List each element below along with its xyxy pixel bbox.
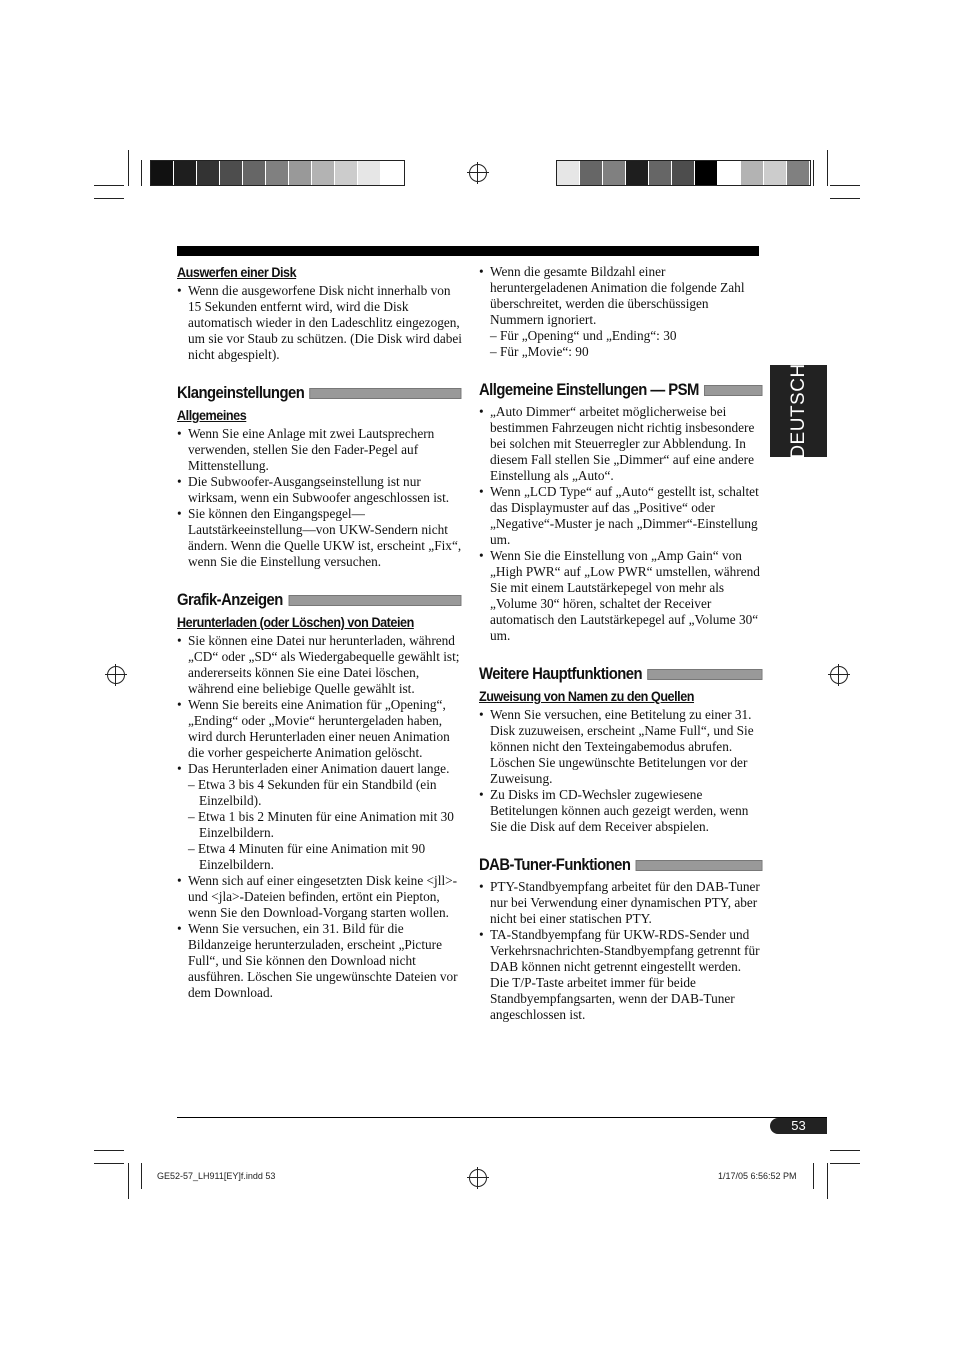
bullet-list (479, 707, 763, 835)
title-bar (288, 595, 462, 606)
color-swatch (741, 161, 764, 185)
list-item (177, 761, 462, 873)
crop-mark (813, 1163, 814, 1189)
registration-mark-icon (469, 1169, 487, 1187)
color-swatch (220, 161, 243, 185)
color-swatch (266, 161, 289, 185)
title-bar (647, 669, 762, 680)
color-swatch (381, 161, 404, 185)
color-swatch (289, 161, 312, 185)
bullet-list (479, 879, 763, 1023)
list-item: • Die Subwoofer-Ausgangseinstellung ist nur wirksam, wenn ein Subwoofer angeschlossen ist. (177, 474, 462, 506)
crop-mark (94, 185, 124, 186)
right-column (479, 264, 763, 1023)
page-number: 53 (770, 1118, 827, 1134)
bullet-list (177, 426, 462, 570)
color-calibration-bar-left (150, 160, 405, 186)
list-item: • Sie können den Eingangspegel—Lautstärkeeinstellung—von UKW-Sendern nicht ändern. Wenn die Quelle UKW ist, erscheint „Fix“, wenn Sie die Einstellung versuchen. (177, 506, 462, 570)
header-rule (177, 246, 759, 256)
color-swatch (151, 161, 174, 185)
section-title-text: Klangeinstellungen (177, 384, 305, 402)
list-item: • Wenn Sie bereits eine Animation für „Opening“, „Ending“ oder „Movie“ heruntergeladen haben, wird durch Herunterladen einer neuen Animation die vorher gespeicherte Animation gelöscht. (177, 697, 462, 761)
registration-mark-icon (107, 666, 125, 684)
crop-mark (94, 1150, 124, 1151)
color-swatch (197, 161, 220, 185)
title-bar (310, 388, 462, 399)
dash-item: – Für „Movie“: 90 (490, 344, 589, 359)
bullet-list (479, 404, 763, 644)
footer-date: 1/17/05 6:56:52 PM (718, 1171, 797, 1181)
section-title-text: DAB-Tuner-Funktionen (479, 856, 631, 874)
subheading-naming: Zuweisung von Namen zu den Quellen (479, 688, 695, 704)
section-title-text: Allgemeine Einstellungen — PSM (479, 381, 699, 399)
color-swatch (695, 161, 718, 185)
crop-mark (827, 150, 828, 186)
list-item: • „Auto Dimmer“ arbeitet möglicherweise bei bestimmen Fahrzeugen nicht richtig insbesondere bei solchen mit Steuerregler zur Abblendung. In diesem Fall stellen Sie „Dimmer“ auf eine andere Einstellung als „Auto“. (479, 404, 763, 484)
crop-mark (830, 198, 860, 199)
crop-mark (813, 160, 814, 186)
list-item: • Wenn Sie die Einstellung von „Amp Gain“ von „High PWR“ auf „Low PWR“ umstellen, während Sie mit einem Lautstärkepegel von mehr als „Volume 30“ hören, schaltet der Receiver automatisch den Lautstärkepegel auf „Volume 30“ um. (479, 548, 763, 644)
section-title-text: Grafik-Anzeigen (177, 591, 283, 609)
list-item: • Wenn Sie versuchen, eine Betitelung zu einer 31. Disk zuzuweisen, erscheint „Name Full“, und Sie können nicht den Texteingabemodus abrufen. Löschen Sie ungewünschte Betitelungen vor der Zuweisung. (479, 707, 763, 787)
subheading-general: Allgemeines (177, 407, 247, 423)
section-title-main-functions (479, 666, 763, 682)
list-item: • TA-Standbyempfang für UKW-RDS-Sender und Verkehrsnachrichten-Standbyempfang getrennt für DAB können nicht getrennt eingestellt werden. Die T/P-Taste arbeitet immer für beide Standbyempfangsarten, wenn der DAB-Tuner angeschlossen ist. (479, 927, 763, 1023)
color-swatch (787, 161, 810, 185)
left-column (177, 264, 462, 1001)
color-swatch (764, 161, 787, 185)
section-title-psm (479, 382, 763, 398)
color-swatch (580, 161, 603, 185)
subheading-eject-disc: Auswerfen einer Disk (177, 264, 297, 280)
crop-mark (827, 1163, 828, 1199)
crop-mark (128, 1163, 129, 1199)
color-swatch (312, 161, 335, 185)
dash-item: – Etwa 4 Minuten für eine Animation mit 90 Einzelbildern. (188, 841, 426, 872)
section-title-sound (177, 385, 462, 401)
list-item-text: • Das Herunterladen einer Animation dauert lange. (188, 761, 450, 776)
list-item: • Sie können eine Datei nur herunterladen, während „CD“ oder „SD“ als Wiedergabequelle gewählt ist; andererseits können Sie eine Datei löschen, während eine beliebige Quelle gewählt ist. (177, 633, 462, 697)
color-swatch (626, 161, 649, 185)
list-item (479, 264, 763, 360)
crop-mark (128, 150, 129, 186)
list-item: • Zu Disks im CD-Wechsler zugewiesene Betitelungen können auch gezeigt werden, wenn Sie die Disk auf dem Receiver abspielen. (479, 787, 763, 835)
list-item: • Wenn Sie eine Anlage mit zwei Lautsprechern verwenden, stellen Sie den Fader-Pegel auf Mittenstellung. (177, 426, 462, 474)
dash-item: – Für „Opening“ und „Ending“: 30 (490, 328, 677, 343)
crop-mark (94, 198, 124, 199)
list-item: • Wenn sich auf einer eingesetzten Disk keine <jll>- und <jla>-Dateien befinden, ertönt ein Piepton, wenn Sie den Download-Vorgang starten wollen. (177, 873, 462, 921)
subheading-download: Herunterladen (oder Löschen) von Dateien (177, 614, 414, 630)
color-swatch (603, 161, 626, 185)
section-title-dab (479, 857, 763, 873)
crop-mark (141, 160, 142, 186)
crop-mark (830, 1150, 860, 1151)
crop-mark (141, 1163, 142, 1189)
bullet-list (177, 283, 462, 363)
color-calibration-bar-right (556, 160, 811, 186)
title-bar (636, 860, 763, 871)
footer-rule (177, 1117, 827, 1118)
color-swatch (174, 161, 197, 185)
crop-mark (830, 1163, 860, 1164)
dash-item: – Etwa 1 bis 2 Minuten für eine Animation mit 30 Einzelbildern. (188, 809, 454, 840)
bullet-list (479, 264, 763, 360)
list-item: • Wenn die ausgeworfene Disk nicht innerhalb von 15 Sekunden entfernt wird, wird die Disk automatisch wieder in den Ladeschlitz eingezogen, um sie vor Staub zu schützen. (Die Disk wird dabei nicht abgespielt). (177, 283, 462, 363)
list-item: • Wenn „LCD Type“ auf „Auto“ gestellt ist, schaltet das Displaymuster auf das „Positive“ oder „Negative“-Muster je nach „Dimmer“-Einstellung um. (479, 484, 763, 548)
registration-mark-icon (469, 164, 487, 182)
list-item: • Wenn Sie versuchen, ein 31. Bild für die Bildanzeige herunterzuladen, erscheint „Picture Full“, und Sie können den Download nicht ausführen. Löschen Sie ungewünschte Dateien vor dem Download. (177, 921, 462, 1001)
dash-item: – Etwa 3 bis 4 Sekunden für ein Standbild (ein Einzelbild). (188, 777, 437, 808)
list-item-text: • Wenn die gesamte Bildzahl einer heruntergeladenen Animation die folgende Zahl überschreitet, werden die überschüssigen Nummern ignoriert. (490, 264, 745, 327)
color-swatch (649, 161, 672, 185)
section-title-graphics (177, 592, 462, 608)
crop-mark (94, 1163, 124, 1164)
color-swatch (718, 161, 741, 185)
language-tab-label: DEUTSCH (787, 363, 809, 459)
registration-mark-icon (830, 666, 848, 684)
language-tab (770, 365, 827, 457)
color-swatch (557, 161, 580, 185)
color-swatch (358, 161, 381, 185)
title-bar (704, 385, 763, 396)
color-swatch (672, 161, 695, 185)
list-item: • PTY-Standbyempfang arbeitet für den DAB-Tuner nur bei Verwendung einer dynamischen PTY, aber nicht bei einer statischen PTY. (479, 879, 763, 927)
bullet-list (177, 633, 462, 1001)
crop-mark (830, 185, 860, 186)
section-title-text: Weitere Hauptfunktionen (479, 665, 643, 683)
footer-file: GE52-57_LH911[EY]f.indd 53 (157, 1171, 276, 1181)
color-swatch (335, 161, 358, 185)
color-swatch (243, 161, 266, 185)
